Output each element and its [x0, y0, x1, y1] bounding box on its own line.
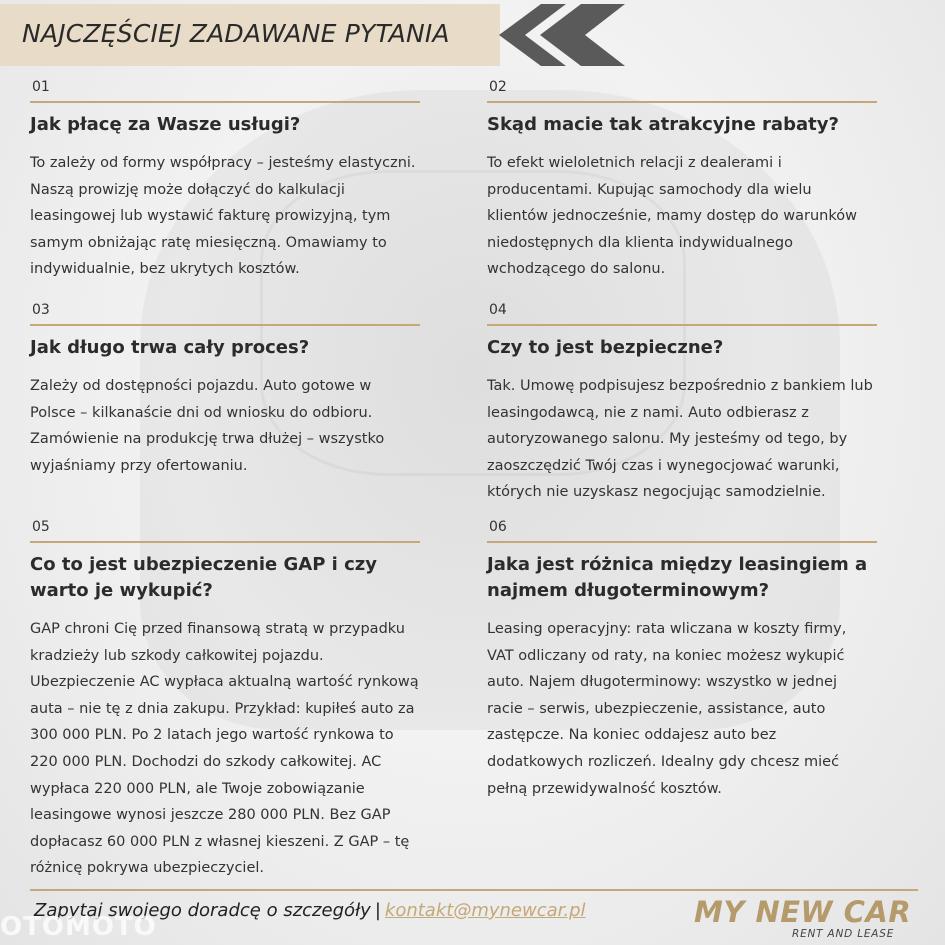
faq-item-06 — [487, 517, 877, 802]
footer-separator: | — [374, 900, 381, 921]
faq-answer: Leasing operacyjny: rata wliczana w koszty firmy, VAT odliczany od raty, na koniec możesz wykupić auto. Najem długoterminowy: wszystko w jednej racie – serwis, ubezpieczenie, assistance, auto zastępcze. Na koniec oddajesz auto bez dodatkowych rozliczeń. Idealny gdy chcesz mieć pełną przewidywalność kosztów. — [487, 621, 847, 797]
faq-number: 03 — [32, 302, 50, 318]
brand-tagline: RENT AND LEASE — [792, 928, 895, 940]
divider — [487, 324, 877, 326]
divider — [30, 324, 420, 326]
divider — [487, 101, 877, 103]
faq-answer: To zależy od formy współpracy – jesteśmy elastyczni. Naszą prowizję może dołączyć do kalkulacji leasingowej lub wystawić fakturę prowizyjną, tym samym obniżając ratę miesięczną. Omawiamy to indywidualnie, bez ukrytych kosztów. — [30, 155, 416, 278]
page-title: NAJCZĘŚCIEJ ZADAWANE PYTANIA — [22, 19, 450, 48]
divider — [487, 541, 877, 543]
faq-item-01 — [30, 77, 420, 283]
faq-answer: Zależy od dostępności pojazdu. Auto gotowe w Polsce – kilkanaście dni od wniosku do odbioru. Zamówienie na produkcję trwa dłużej – wszystko wyjaśniamy przy ofertowaniu. — [30, 378, 385, 474]
faq-number: 01 — [32, 79, 50, 95]
faq-question: Jak długo trwa cały proces? — [30, 337, 310, 358]
faq-item-04 — [487, 300, 877, 506]
faq-item-03 — [30, 300, 420, 479]
faq-question: Skąd macie tak atrakcyjne rabaty? — [487, 114, 839, 135]
footer-divider — [30, 889, 918, 891]
faq-number: 05 — [32, 519, 50, 535]
divider — [30, 101, 420, 103]
faq-item-02 — [487, 77, 877, 283]
footer-cta: Zapytaj swojego doradcę o szczegóły — [34, 900, 371, 921]
faq-question: Jaka jest różnica między leasingiem a najmem długoterminowym? — [487, 554, 868, 601]
faq-answer: Tak. Umowę podpisujesz bezpośrednio z bankiem lub leasingodawcą, nie z nami. Auto odbierasz z autoryzowanego salonu. My jesteśmy od tego, by zaoszczędzić Twój czas i wynegocjować warunki, których nie uzyskasz negocjując samodzielnie. — [487, 378, 873, 501]
faq-answer: GAP chroni Cię przed finansową stratą w przypadku kradzieży lub szkody całkowitej pojazdu. Ubezpieczenie AC wypłaca aktualną wartość rynkową auta – nie tę z dnia zakupu. Przykład: kupiłeś auto za 300 000 PLN. Po 2 latach jego wartość rynkowa to 220 000 PLN. Dochodzi do szkody całkowitej. AC wypłaca 220 000 PLN, ale Twoje zobowiązanie leasingowe wynosi jeszcze 280 000 PLN. Bez GAP dopłacasz 60 000 PLN z własnej kieszeni. Z GAP – tę różnicę pokrywa ubezpieczyciel. — [30, 621, 419, 877]
faq-item-05 — [30, 517, 420, 882]
email-link[interactable]: kontakt@mynewcar.pl — [384, 900, 586, 921]
faq-question: Jak płacę za Wasze usługi? — [30, 114, 301, 135]
otomoto-watermark: OTOMOTO — [0, 912, 157, 942]
faq-number: 06 — [489, 519, 507, 535]
faq-number: 02 — [489, 79, 507, 95]
faq-answer: To efekt wieloletnich relacji z dealerami i producentami. Kupując samochody dla wielu klientów jednocześnie, mamy dostęp do warunków niedostępnych dla klienta indywidualnego wchodzącego do salonu. — [487, 155, 857, 278]
faq-question: Czy to jest bezpieczne? — [487, 337, 724, 358]
faq-question: Co to jest ubezpieczenie GAP i czy warto je wykupić? — [30, 554, 377, 601]
double-chevron-left-icon — [495, 4, 630, 66]
brand-logo: MY NEW CAR — [694, 895, 912, 929]
faq-number: 04 — [489, 302, 507, 318]
divider — [30, 541, 420, 543]
